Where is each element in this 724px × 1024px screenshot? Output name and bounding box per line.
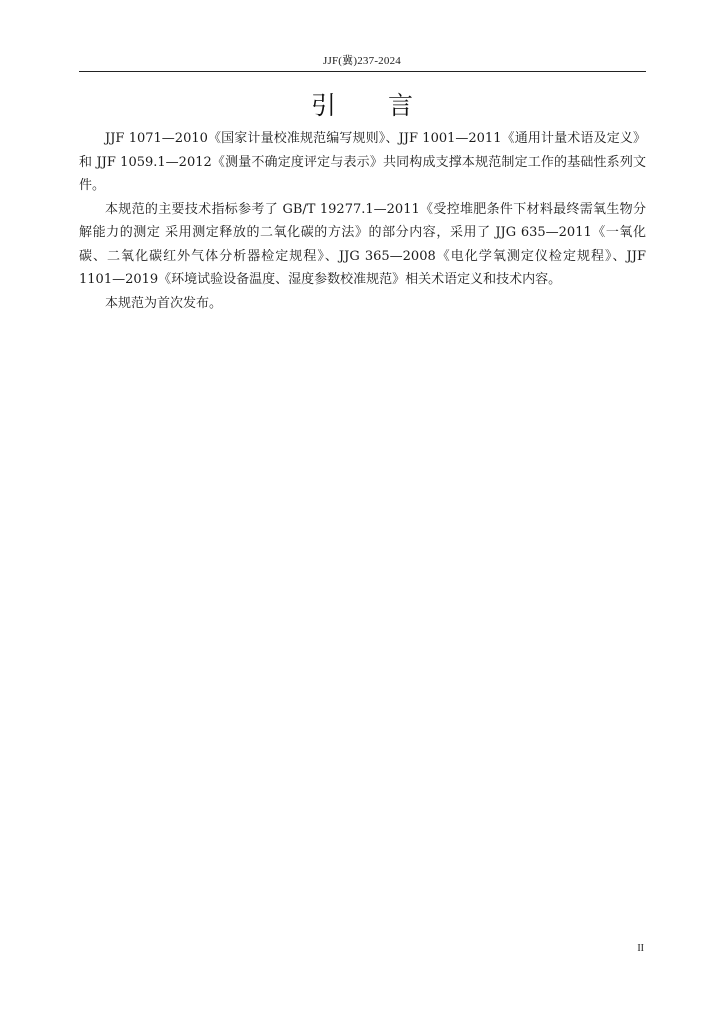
body-text	[79, 127, 646, 315]
paragraph-1: JJF 1071—2010《国家计量校准规范编写规则》、JJF 1001—2011《通用计量术语及定义》和 JJF 1059.1—2012《测量不确定度评定与表示》共同构成支撑本规范制定工作的基础性系列文件。	[79, 131, 646, 193]
header-doc-number: JJF(冀)237-2024	[323, 55, 401, 67]
paragraph-2: 本规范的主要技术指标参考了 GB/T 19277.1—2011《受控堆肥条件下材料最终需氧生物分解能力的测定 采用测定释放的二氧化碳的方法》的部分内容，采用了 JJG 635—2011《一氧化碳、二氧化碳红外气体分析器检定规程》、JJG 365—2008《电化学氧测定仪检定规程》、JJF 1101—2019《环境试验设备温度、湿度参数校准规范》相关术语定义和技术内容。	[79, 201, 646, 287]
paragraph-3: 本规范为首次发布。	[105, 295, 223, 311]
page-number: II	[637, 943, 644, 954]
header-divider	[79, 71, 646, 72]
page-title: 引言	[310, 91, 465, 120]
